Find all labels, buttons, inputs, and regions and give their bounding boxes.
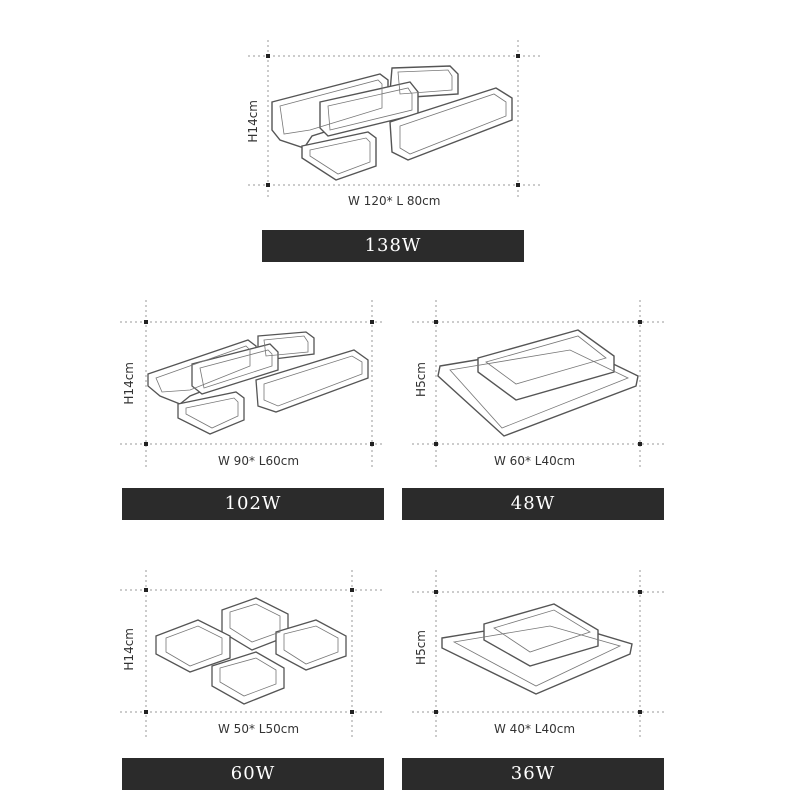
- dimensions-label: W 40* L40cm: [494, 722, 576, 736]
- power-label: 36W: [510, 763, 556, 784]
- rectangles-5-frame-icon: [240, 40, 550, 200]
- height-label: H5cm: [414, 630, 428, 665]
- squares-4-frame-icon: [120, 570, 390, 740]
- product-card-138w: [240, 40, 550, 270]
- height-label: H5cm: [414, 362, 428, 397]
- power-bar: [122, 488, 384, 520]
- power-label: 138W: [364, 235, 422, 256]
- height-label: H14cm: [246, 100, 260, 143]
- rectangles-2-frame-icon: [402, 300, 672, 470]
- dimensions-label: W 60* L40cm: [494, 454, 576, 468]
- dimensions-label: W 50* L50cm: [218, 722, 300, 736]
- power-bar: [402, 758, 664, 790]
- product-card-48w: [402, 300, 672, 530]
- product-card-102w: [120, 300, 390, 530]
- power-label: 60W: [230, 763, 276, 784]
- power-bar: [402, 488, 664, 520]
- product-card-36w: [402, 570, 672, 800]
- rectangles-5-frame-icon: [120, 300, 390, 470]
- dimensions-label: W 120* L 80cm: [348, 194, 441, 208]
- power-bar: [122, 758, 384, 790]
- squares-2-frame-icon: [402, 570, 672, 740]
- power-bar: [262, 230, 524, 262]
- dimensions-label: W 90* L60cm: [218, 454, 300, 468]
- product-card-60w: [120, 570, 390, 800]
- power-label: 48W: [510, 493, 556, 514]
- height-label: H14cm: [122, 362, 136, 405]
- height-label: H14cm: [122, 628, 136, 671]
- power-label: 102W: [224, 493, 282, 514]
